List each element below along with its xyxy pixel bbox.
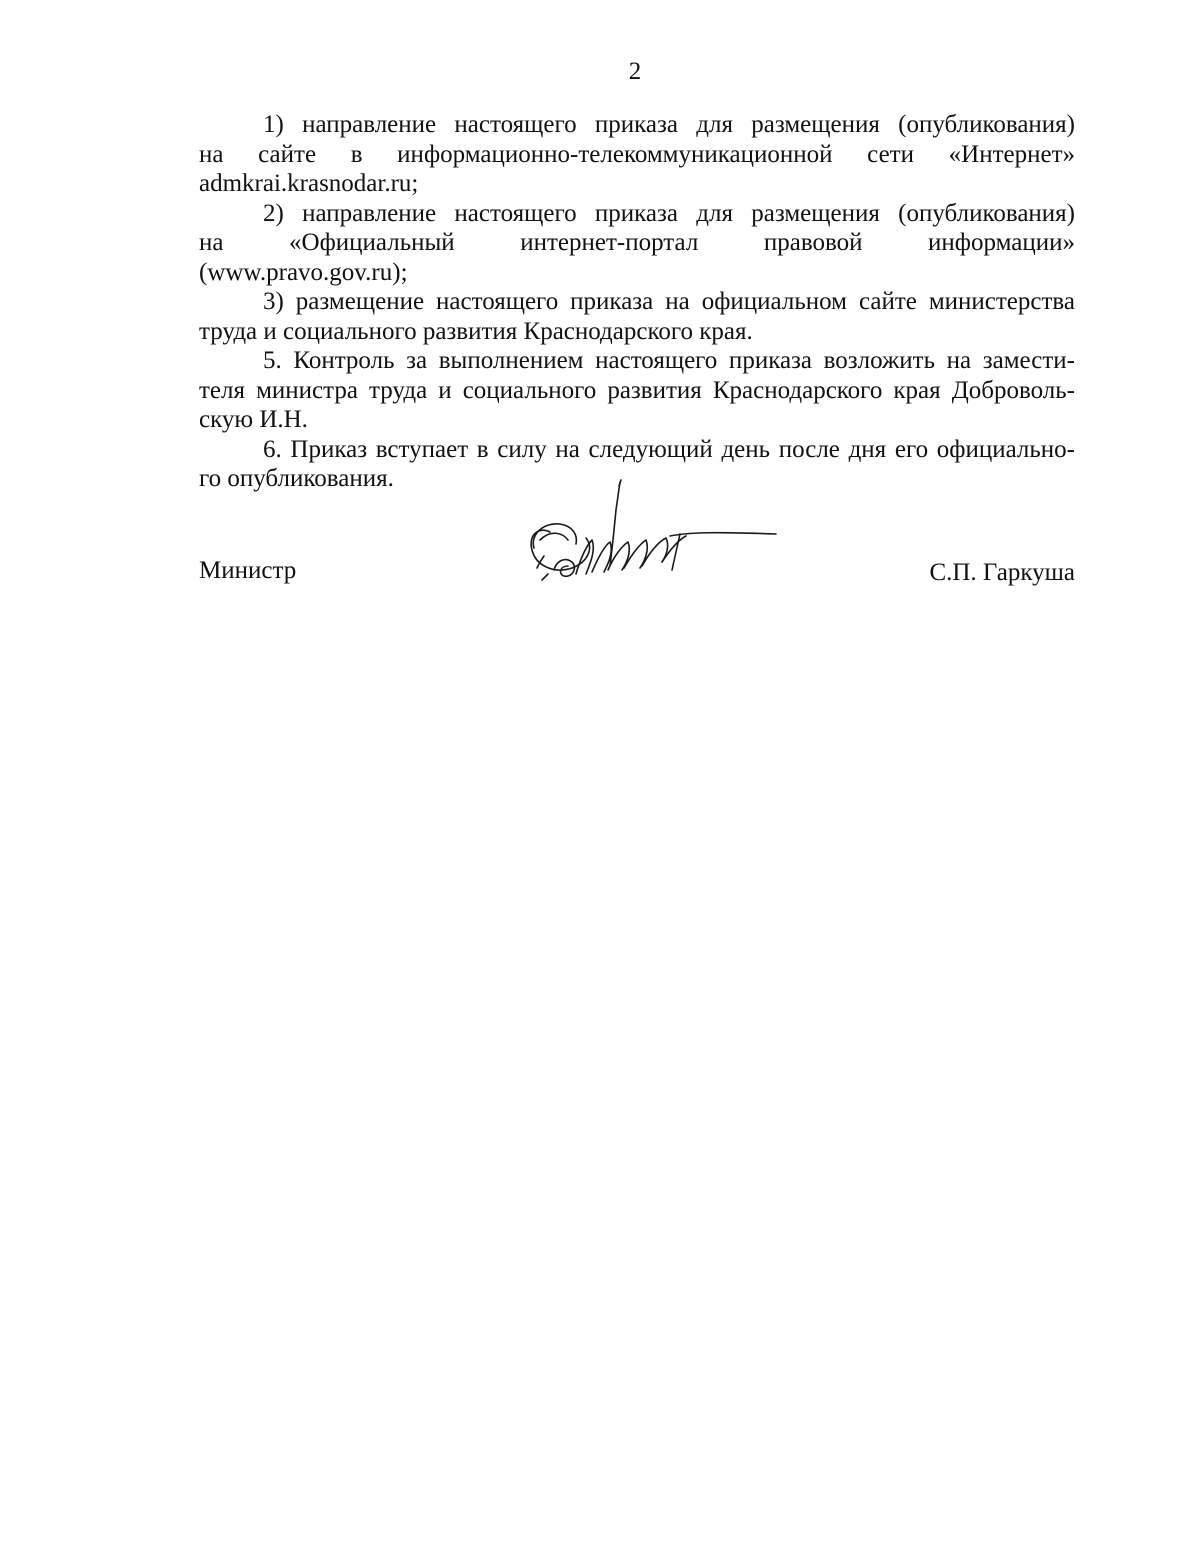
signatory-name: С.П. Гаркуша: [929, 559, 1075, 586]
paragraph-1-line-2: на сайте в информационно-телекоммуникационной сети «Интернет»: [199, 140, 1075, 168]
paragraph-5: [199, 346, 1075, 435]
paragraph-6-line-2: го опубликования.: [199, 465, 394, 492]
paragraph-5-line-2: теля министра труда и социального развития Краснодарского края Доброволь-: [199, 376, 1075, 404]
paragraph-1-line-3: admkrai.krasnodar.ru;: [199, 170, 419, 197]
page-number: 2: [628, 58, 642, 85]
signatory-position: Министр: [199, 557, 297, 584]
paragraph-3: [199, 287, 1075, 346]
paragraph-3-line-1: 3) размещение настоящего приказа на официальном сайте министерства: [263, 288, 1075, 315]
paragraph-1: [199, 110, 1075, 199]
paragraph-2-line-2: на «Официальный интернет-портал правовой информации»: [199, 229, 1075, 256]
paragraph-2-line-3: (www.pravo.gov.ru);: [199, 258, 408, 286]
paragraph-1-line-1: 1) направление настоящего приказа для размещения (опубликования): [263, 111, 1075, 138]
paragraph-6-line-1: 6. Приказ вступает в силу на следующий день после дня его официально-: [263, 435, 1075, 463]
paragraph-2: [199, 199, 1075, 288]
signature-block: [199, 557, 1075, 597]
paragraph-5-line-1: 5. Контроль за выполнением настоящего приказа возложить на замести-: [263, 347, 1075, 374]
paragraph-2-line-1: 2) направление настоящего приказа для размещения (опубликования): [263, 199, 1075, 227]
paragraph-5-line-3: скую И.Н.: [199, 406, 308, 433]
document-body: [199, 110, 1075, 494]
paragraph-3-line-2: труда и социального развития Краснодарского края.: [199, 317, 753, 345]
